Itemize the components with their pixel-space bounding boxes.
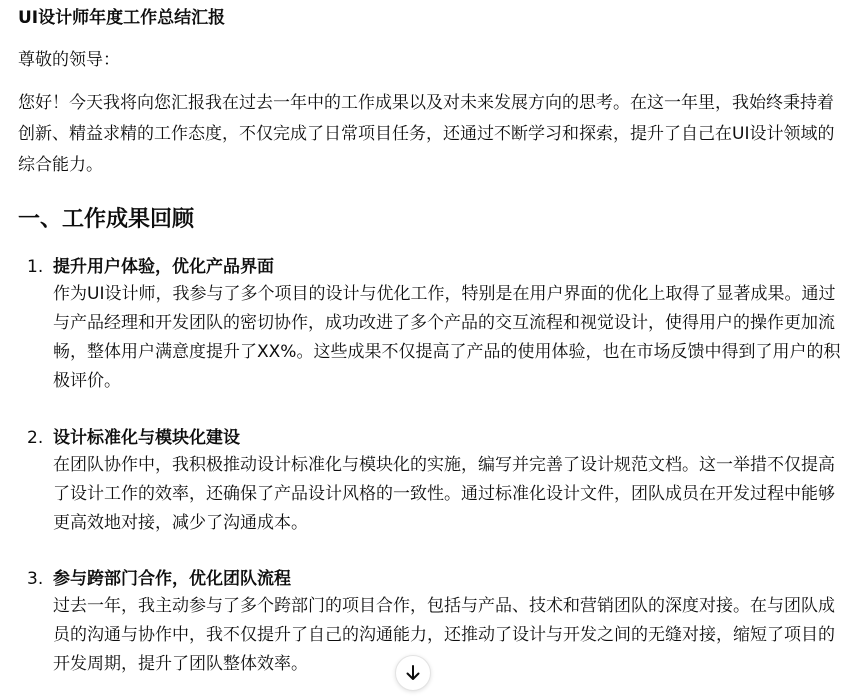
- scroll-to-bottom-button[interactable]: [395, 655, 431, 691]
- section-heading: 一、工作成果回顾: [18, 207, 195, 232]
- list-item-body: 作为UI设计师，我参与了多个项目的设计与优化工作，特别是在用户界面的优化上取得了显著成果。通过与产品经理和开发团队的密切协作，成功改进了多个产品的交互流程和视觉设计，使得用户的操作更加流畅，整体用户满意度提升了XX%。这些成果不仅提高了产品的使用体验，也在市场反馈中得到了用户的积极评价。: [53, 284, 841, 391]
- greeting-text: 尊敬的领导：: [18, 50, 120, 70]
- list-item-number: 3.: [27, 569, 44, 589]
- list-item-title: 提升用户体验，优化产品界面: [53, 257, 274, 277]
- list-item-number: 2.: [27, 428, 44, 448]
- list-item-title: 设计标准化与模块化建设: [53, 428, 240, 448]
- document-title: UI设计师年度工作总结汇报: [18, 8, 226, 28]
- list-item-body: 过去一年，我主动参与了多个跨部门的项目合作，包括与产品、技术和营销团队的深度对接。在与团队成员的沟通与协作中，我不仅提升了自己的沟通能力，还推动了设计与开发之间的无缝对接，缩短了项目的开发周期，提升了团队整体效率。: [53, 596, 835, 674]
- arrow-down-icon: [405, 664, 421, 682]
- intro-paragraph: 您好！今天我将向您汇报我在过去一年中的工作成果以及对未来发展方向的思考。在这一年里，我始终秉持着创新、精益求精的工作态度，不仅完成了日常项目任务，还通过不断学习和探索，提升了自己在UI设计领域的综合能力。: [18, 93, 835, 175]
- list-item-title: 参与跨部门合作，优化团队流程: [53, 569, 291, 589]
- list-item-number: 1.: [27, 257, 44, 277]
- list-item-body: 在团队协作中，我积极推动设计标准化与模块化的实施，编写并完善了设计规范文档。这一举措不仅提高了设计工作的效率，还确保了产品设计风格的一致性。通过标准化设计文件，团队成员在开发过程中能够更高效地对接，减少了沟通成本。: [53, 455, 835, 533]
